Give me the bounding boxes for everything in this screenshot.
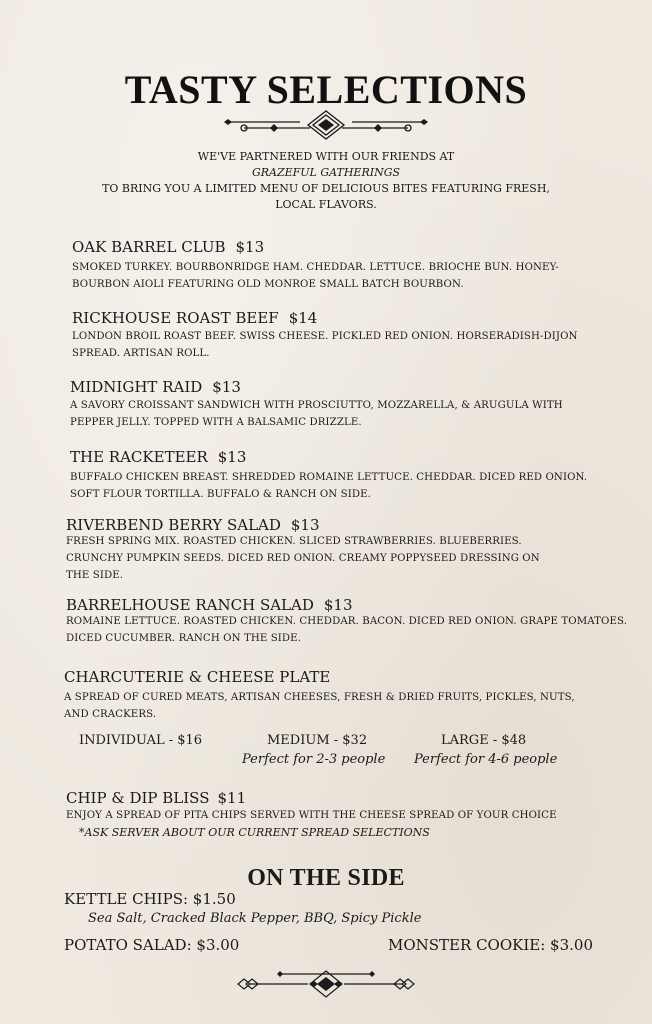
- intro-line: LOCAL FLAVORS.: [275, 198, 377, 211]
- item-description: [72, 259, 652, 293]
- menu-item-title: [72, 238, 264, 256]
- item-price: $11: [217, 789, 247, 807]
- bottom-ornament-icon: [236, 968, 416, 1000]
- menu-item-title: [72, 309, 317, 327]
- item-name: MIDNIGHT RAID: [70, 378, 203, 396]
- description-line: THE SIDE.: [66, 570, 124, 581]
- menu-item-title: [70, 378, 241, 396]
- charcuterie-title: CHARCUTERIE & CHEESE PLATE: [64, 668, 331, 686]
- description-line: BUFFALO CHICKEN BREAST. SHREDDED ROMAINE LETTUCE. CHEDDAR. DICED RED ONION.: [70, 472, 588, 483]
- description-line: ROMAINE LETTUCE. ROASTED CHICKEN. CHEDDAR. BACON. DICED RED ONION. GRAPE TOMATOES.: [66, 616, 628, 627]
- item-name: THE RACKETEER: [70, 448, 208, 466]
- size-individual: INDIVIDUAL - $16: [79, 733, 203, 748]
- menu-item-title: [66, 596, 353, 614]
- description-line: A SPREAD OF CURED MEATS, ARTISAN CHEESES, FRESH & DRIED FRUITS, PICKLES, NUTS,: [64, 692, 575, 703]
- item-description: [66, 613, 636, 647]
- intro-line: TO BRING YOU A LIMITED MENU OF DELICIOUS BITES FEATURING FRESH,: [102, 182, 550, 195]
- intro-line: WE'VE PARTNERED WITH OUR FRIENDS AT: [197, 150, 455, 163]
- item-name: CHIP & DIP BLISS: [66, 789, 210, 807]
- item-description: [70, 469, 650, 503]
- description-line: PEPPER JELLY. TOPPED WITH A BALSAMIC DRIZZLE.: [70, 417, 362, 428]
- item-price: $13: [217, 448, 247, 466]
- description-line: BOURBON AIOLI FEATURING OLD MONROE SMALL BATCH BOURBON.: [72, 279, 464, 290]
- description-line: SPREAD. ARTISAN ROLL.: [72, 348, 210, 359]
- menu-title: TASTY SELECTIONS: [124, 67, 528, 112]
- item-name: BARRELHOUSE RANCH SALAD: [66, 596, 314, 614]
- item-price: $14: [288, 309, 318, 327]
- partner-name: GRAZEFUL GATHERINGS: [251, 166, 401, 179]
- size-medium: MEDIUM - $32: [267, 733, 368, 748]
- spread-note: *ASK SERVER ABOUT OUR CURRENT SPREAD SELECTIONS: [79, 826, 430, 839]
- menu-item-title: [66, 789, 246, 807]
- potato-salad: POTATO SALAD: $3.00: [64, 936, 240, 954]
- menu-item-title: [70, 448, 246, 466]
- charcuterie-description: [64, 689, 644, 723]
- size-medium-note: Perfect for 2-3 people: [242, 752, 386, 767]
- description-line: SOFT FLOUR TORTILLA. BUFFALO & RANCH ON SIDE.: [70, 489, 371, 500]
- item-price: $13: [323, 596, 353, 614]
- menu-item-title: [66, 516, 320, 534]
- intro-text: [0, 149, 652, 213]
- kettle-flavors: Sea Salt, Cracked Black Pepper, BBQ, Spicy Pickle: [88, 911, 422, 926]
- item-description: ENJOY A SPREAD OF PITA CHIPS SERVED WITH THE CHEESE SPREAD OF YOUR CHOICE: [66, 810, 557, 821]
- item-price: $13: [235, 238, 265, 256]
- item-name: RIVERBEND BERRY SALAD: [66, 516, 281, 534]
- description-line: FRESH SPRING MIX. ROASTED CHICKEN. SLICED STRAWBERRIES. BLUEBERRIES.: [66, 536, 522, 547]
- description-line: CRUNCHY PUMPKIN SEEDS. DICED RED ONION. CREAMY POPPYSEED DRESSING ON: [66, 553, 540, 564]
- side-section-title: ON THE SIDE: [247, 865, 405, 891]
- size-large-note: Perfect for 4-6 people: [414, 752, 558, 767]
- size-large: LARGE - $48: [441, 733, 527, 748]
- kettle-chips: KETTLE CHIPS: $1.50: [64, 890, 236, 908]
- item-description: [72, 328, 652, 362]
- description-line: LONDON BROIL ROAST BEEF. SWISS CHEESE. PICKLED RED ONION. HORSERADISH-DIJON: [72, 331, 578, 342]
- item-description: [66, 533, 646, 584]
- top-ornament-icon: [220, 110, 432, 140]
- description-line: AND CRACKERS.: [64, 709, 157, 720]
- item-description: [70, 397, 650, 431]
- monster-cookie: MONSTER COOKIE: $3.00: [388, 936, 593, 954]
- description-line: SMOKED TURKEY. BOURBONRIDGE HAM. CHEDDAR. LETTUCE. BRIOCHE BUN. HONEY-: [72, 262, 559, 273]
- item-name: RICKHOUSE ROAST BEEF: [72, 309, 279, 327]
- item-name: OAK BARREL CLUB: [72, 238, 226, 256]
- description-line: DICED CUCUMBER. RANCH ON THE SIDE.: [66, 633, 302, 644]
- item-price: $13: [290, 516, 320, 534]
- item-price: $13: [212, 378, 241, 396]
- description-line: A SAVORY CROISSANT SANDWICH WITH PROSCIUTTO, MOZZARELLA, & ARUGULA WITH: [70, 400, 563, 411]
